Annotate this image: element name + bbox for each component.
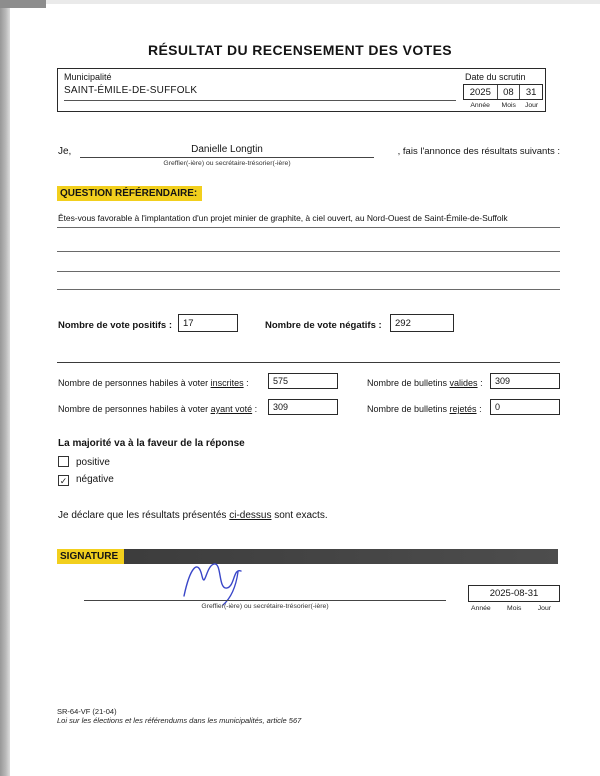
declaration-suffix: , fais l'annonce des résultats suivants : xyxy=(397,146,560,157)
scrutin-date-month[interactable]: 08 xyxy=(497,85,520,99)
voters-who-voted-input[interactable]: 309 xyxy=(268,399,338,415)
scrutin-date-year[interactable]: 2025 xyxy=(469,86,491,98)
label-colon: : xyxy=(243,378,249,388)
signature-caption: Greffier(-ière) ou secrétaire-trésorier(-ière) xyxy=(201,603,329,610)
label-colon: : xyxy=(477,378,483,388)
signature-date-input[interactable]: 2025-08-31 xyxy=(468,585,560,602)
positive-votes-label: Nombre de vote positifs : xyxy=(58,320,173,331)
municipality-underline xyxy=(64,100,456,101)
form-title: RÉSULTAT DU RECENSEMENT DES VOTES xyxy=(147,42,453,58)
label-text: Nombre de personnes habiles à voter xyxy=(58,404,211,414)
scrutin-date-day[interactable]: 31 xyxy=(519,85,542,99)
officer-name-value[interactable]: Danielle Longtin xyxy=(191,144,263,155)
unit-day-label: Jour xyxy=(524,102,539,109)
section-divider xyxy=(57,362,560,363)
label-underlined: ayant voté xyxy=(210,404,253,414)
declaration-statement xyxy=(58,510,328,521)
valid-ballots-label xyxy=(367,378,483,388)
statement-underlined: ci-dessus xyxy=(229,510,272,521)
checkbox-positive[interactable] xyxy=(58,456,69,467)
municipality-value[interactable]: SAINT-ÉMILE-DE-SUFFOLK xyxy=(64,85,198,96)
unit-year-label: Année xyxy=(470,102,490,109)
registered-voters-input[interactable]: 575 xyxy=(268,373,338,389)
header-box xyxy=(57,68,546,112)
officer-name-caption: Greffier(-ière) ou secrétaire-trésorier(-ière) xyxy=(163,160,291,167)
signature-date-units xyxy=(471,605,551,612)
majority-label: La majorité va à la faveur de la réponse xyxy=(58,438,245,449)
voters-who-voted-label xyxy=(58,404,257,414)
scan-edge-corner xyxy=(0,0,46,8)
scan-edge-left xyxy=(0,0,10,776)
option-positive xyxy=(58,456,110,468)
label-underlined: valides xyxy=(449,378,478,388)
question-text: Êtes-vous favorable à l'implantation d'un projet minier de graphite, à ciel ouvert, au Nord-Ouest de Saint-Émile-de-Suffolk xyxy=(58,213,508,223)
label-underlined: inscrites xyxy=(210,378,244,388)
unit-day-label: Jour xyxy=(537,605,551,612)
handwritten-signature xyxy=(178,554,298,606)
ruled-line xyxy=(57,251,560,252)
checkbox-negative[interactable] xyxy=(58,475,69,486)
rejected-ballots-input[interactable]: 0 xyxy=(490,399,560,415)
registered-voters-label xyxy=(58,378,249,388)
rejected-ballots-label xyxy=(367,404,482,414)
municipality-label: Municipalité xyxy=(64,72,112,82)
statement-text: Je déclare que les résultats présentés xyxy=(58,510,230,521)
label-colon: : xyxy=(252,404,258,414)
signature-line[interactable] xyxy=(84,600,446,601)
scan-edge-top xyxy=(0,0,600,4)
ruled-line xyxy=(57,271,560,272)
signature-section-label: SIGNATURE xyxy=(57,549,124,564)
label-colon: : xyxy=(476,404,482,414)
law-reference: Loi sur les élections et les référendums dans les municipalités, article 567 xyxy=(57,716,302,725)
declaration-prefix: Je, xyxy=(58,146,72,157)
negative-votes-input[interactable]: 292 xyxy=(390,314,454,332)
option-positive-label: positive xyxy=(76,457,110,468)
statement-suffix: sont exacts. xyxy=(271,510,328,521)
valid-ballots-input[interactable]: 309 xyxy=(490,373,560,389)
unit-year-label: Année xyxy=(471,605,491,612)
label-text: Nombre de personnes habiles à voter xyxy=(58,378,211,388)
label-text: Nombre de bulletins xyxy=(367,404,450,414)
form-code: SR-64-VF (21-04) xyxy=(57,707,117,716)
scrutin-date-input[interactable] xyxy=(463,84,543,100)
label-text: Nombre de bulletins xyxy=(367,378,450,388)
ruled-line xyxy=(57,227,560,228)
label-underlined: rejetés xyxy=(449,404,477,414)
checkmark: ✓ xyxy=(59,476,68,486)
option-negative-label: négative xyxy=(76,474,114,485)
scrutin-date-units xyxy=(463,102,543,109)
option-negative xyxy=(58,474,114,486)
unit-month-label: Mois xyxy=(501,102,516,109)
signature-section-bar xyxy=(57,549,558,564)
positive-votes-input[interactable]: 17 xyxy=(178,314,238,332)
ruled-line xyxy=(57,289,560,290)
unit-month-label: Mois xyxy=(507,605,522,612)
question-section-label: QUESTION RÉFÉRENDAIRE: xyxy=(57,186,202,201)
officer-name-line xyxy=(80,157,374,158)
scrutin-date-label: Date du scrutin xyxy=(465,72,526,82)
negative-votes-label: Nombre de vote négatifs : xyxy=(265,320,382,331)
